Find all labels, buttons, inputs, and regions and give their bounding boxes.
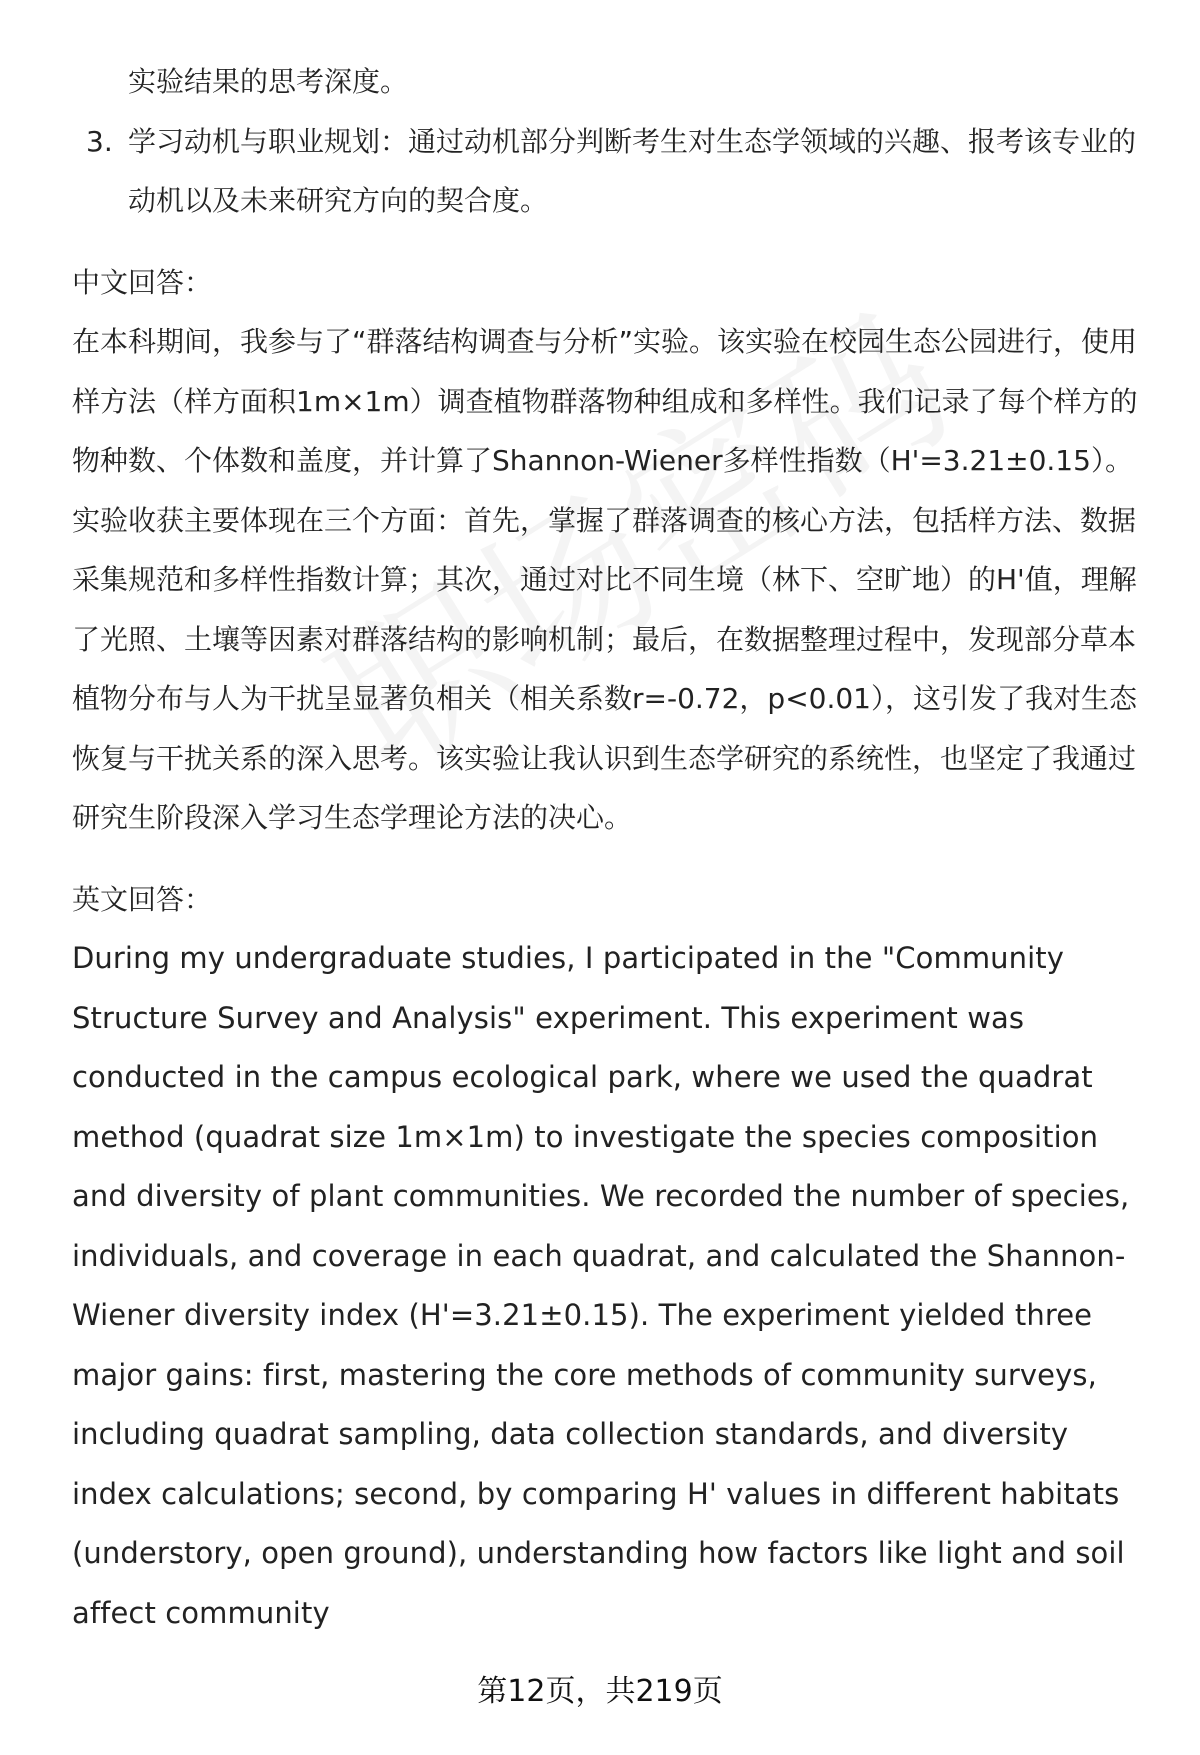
page-content xyxy=(72,52,1152,1643)
list-item-3 xyxy=(72,112,1152,231)
english-answer-heading: 英文回答： xyxy=(72,882,213,916)
chinese-answer-heading: 中文回答： xyxy=(72,265,213,299)
spacer xyxy=(72,848,1152,870)
english-answer-body: During my undergraduate studies, I participated in the "Community Structure Survey and Analysis" experiment. This experiment was conducted in the campus ecological park, where we used the quadrat method (quadrat size 1m×1m) to investigate the species composition and diversity of plant communities. We recorded the number of species, individuals, and coverage in each quadrat, and calculated the Shannon-Wiener diversity index (H'=3.21±0.15). The experiment yielded three major gains: first, mastering the core methods of community surveys, including quadrat sampling, data collection standards, and diversity index calculations; second, by comparing H' values in different habitats (understory, open ground), understanding how factors like light and soil affect community xyxy=(72,941,1130,1630)
list-item-3-number: 3. xyxy=(86,124,113,158)
page-number-footer: 第12页，共219页 xyxy=(477,1674,723,1709)
spacer xyxy=(72,231,1152,253)
list-item-2-continuation: 实验结果的思考深度。 xyxy=(128,65,409,98)
chinese-answer-body: 在本科期间，我参与了“群落结构调查与分析”实验。该实验在校园生态公园进行，使用样方法（样方面积1m×1m）调查植物群落物种组成和多样性。我们记录了每个样方的物种数、个体数和盖度，并计算了Shannon-Wiener多样性指数（H'=3.21±0.15）。实验收获主要体现在三个方面：首先，掌握了群落调查的核心方法，包括样方法、数据采集规范和多样性指数计算；其次，通过对比不同生境（林下、空旷地）的H'值，理解了光照、土壤等因素对群落结构的影响机制；最后，在数据整理过程中，发现部分草本植物分布与人为干扰呈显著负相关（相关系数r=-0.72，p<0.01），这引发了我对生态恢复与干扰关系的深入思考。该实验让我认识到生态学研究的系统性，也坚定了我通过研究生阶段深入学习生态学理论方法的决心。 xyxy=(72,325,1138,834)
list-item-3-text: 学习动机与职业规划：通过动机部分判断考生对生态学领域的兴趣、报考该专业的动机以及未来研究方向的契合度。 xyxy=(128,124,1137,217)
